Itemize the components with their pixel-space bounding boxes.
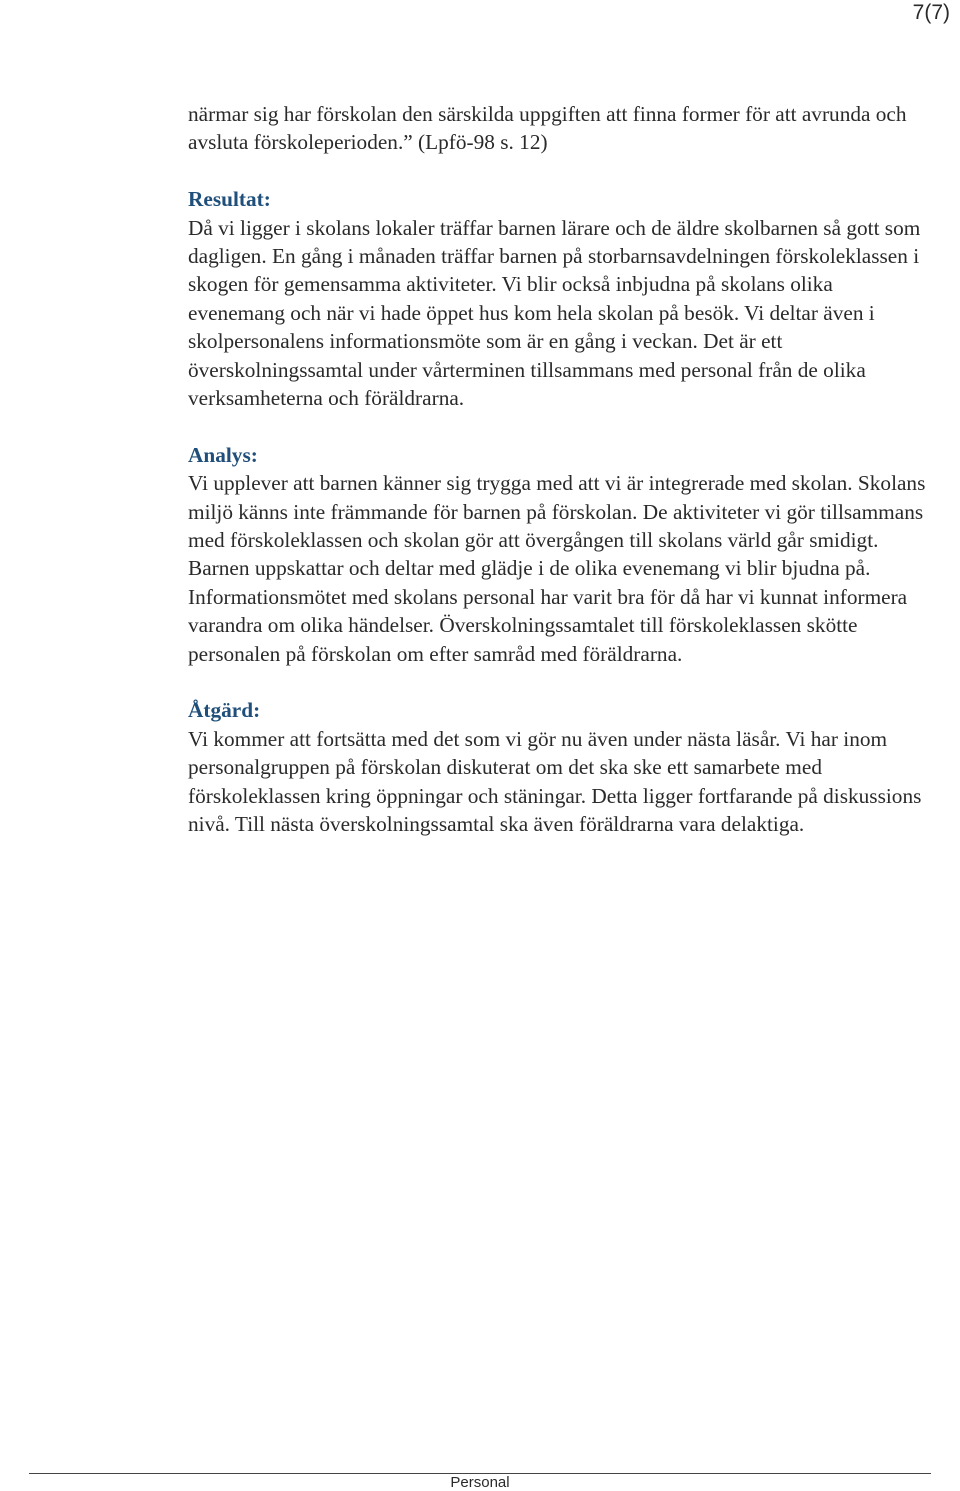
- footer-label: Personal: [450, 1474, 510, 1491]
- section-heading-analys: Analys:: [188, 442, 258, 467]
- section-resultat: [188, 185, 933, 412]
- section-heading-resultat: Resultat:: [188, 187, 271, 212]
- section-body-analys: Vi upplever att barnen känner sig trygga med att vi är integrerade med skolan. Skolans miljö känns inte främmande för barnen på förskolan. De aktiviteter vi gör tillsammans med förskoleklassen och skolan gör att övergången till skolans värld går smidigt. Barnen uppskattar och deltar med glädje i de olika evenemang vi blir bjudna på. Informationsmötet med skolans personal har varit bra för då har vi kunnat informera varandra om olika händelser. Överskolningssamtalet till förskoleklassen skötte personalen på förskolan om efter samråd med föräldrarna.: [188, 471, 926, 666]
- page-number: 7(7): [912, 1, 950, 24]
- section-heading-atgard: Åtgärd:: [188, 698, 261, 723]
- intro-paragraph: närmar sig har förskolan den särskilda uppgiften att finna former för att avrunda och avsluta förskoleperioden.” (Lpfö-98 s. 12): [188, 102, 907, 155]
- document-body: [188, 100, 933, 839]
- section-atgard: [188, 696, 933, 838]
- section-analys: [188, 441, 933, 668]
- section-body-resultat: Då vi ligger i skolans lokaler träffar barnen lärare och de äldre skolbarnen så gott som dagligen. En gång i månaden träffar barnen på storbarnsavdelningen förskoleklassen i skogen för gemensamma aktiviteter. Vi blir också inbjudna på skolans olika evenemang och när vi hade öppet hus kom hela skolan på besök. Vi deltar även i skolpersonalens informationsmöte som är en gång i veckan. Det är ett överskolningssamtal under vårterminen tillsammans med personal från de olika verksamheterna och föräldrarna.: [188, 215, 921, 411]
- section-body-atgard: Vi kommer att fortsätta med det som vi gör nu även under nästa läsår. Vi har inom personalgruppen på förskolan diskuterat om det ska ske ett samarbete med förskoleklassen kring öppningar och stäningar. Detta ligger fortfarande på diskussions nivå. Till nästa överskolningssamtal ska även föräldrarna vara delaktiga.: [188, 726, 922, 837]
